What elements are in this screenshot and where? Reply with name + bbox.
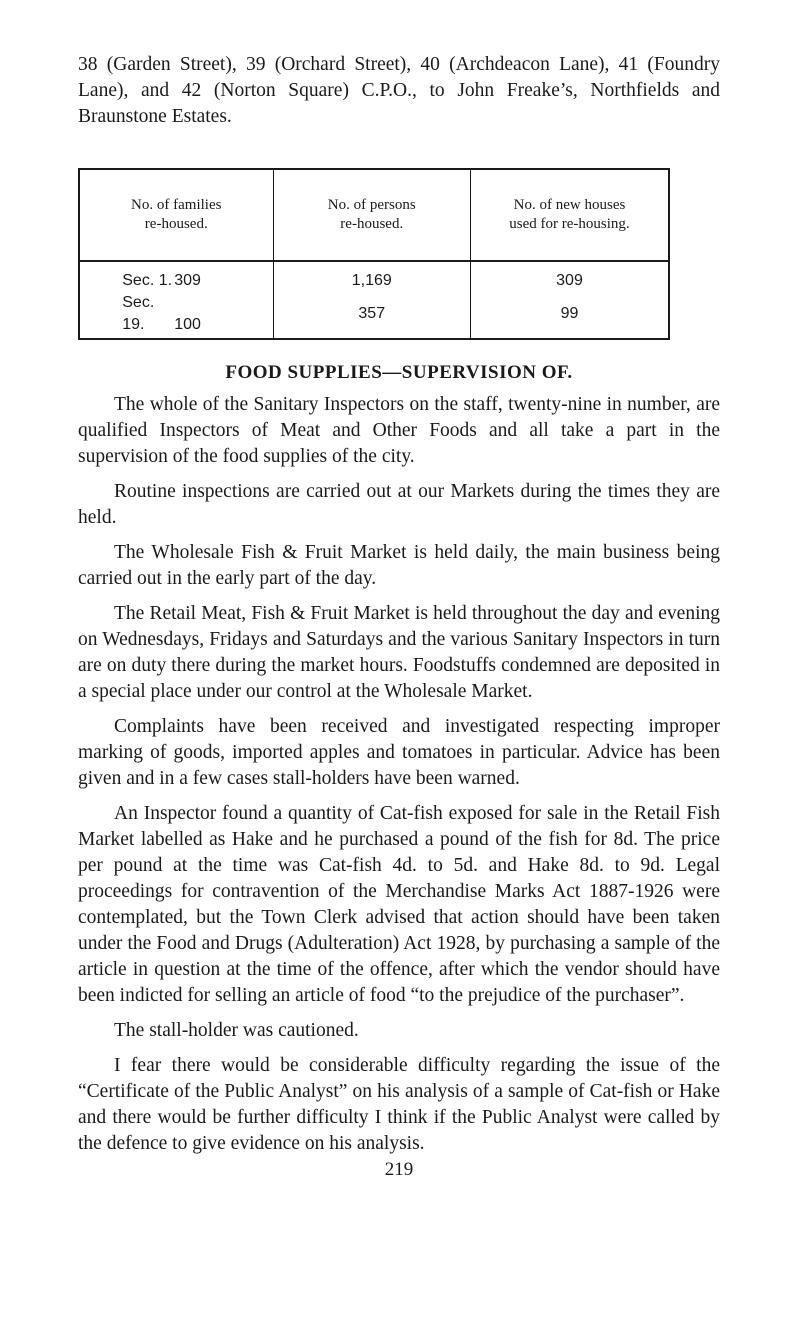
- section-label: Sec. 1.: [122, 272, 173, 289]
- header-houses: No. of new houses used for re-housing.: [471, 169, 670, 261]
- page-number: 219: [384, 1159, 414, 1180]
- persons-cell: 357: [273, 292, 470, 339]
- body-paragraph: The whole of the Sanitary Inspectors on the staff, twenty-nine in number, are qualified Inspectors of Meat and Other Foods and all take a part in the supervision of the food supplies of the city.: [78, 394, 720, 467]
- header-persons: No. of persons re-housed.: [273, 169, 470, 261]
- families-cell: [79, 261, 273, 292]
- houses-cell: 99: [471, 292, 670, 339]
- body-paragraph: I fear there would be considerable difficulty regarding the issue of the “Certificate of the Public Analyst” on his analysis of a sample of Cat-fish or Hake and there would be further difficulty I think if the Public Analyst were called by the defence to give evidence on his analysis.: [78, 1055, 720, 1154]
- table-header-row: [79, 169, 669, 261]
- body-paragraph: The Wholesale Fish & Fruit Market is held daily, the main business being carried out in the early part of the day.: [78, 542, 720, 589]
- document-page: [78, 52, 720, 1181]
- section-label: Sec. 19.: [122, 294, 155, 333]
- body-paragraph: An Inspector found a quantity of Cat-fish exposed for sale in the Retail Fish Market labelled as Hake and he purchased a pound of the fish for 8d. The price per pound at the time was Cat-fish 4d. to 5d. and Hake 8d. to 9d. Legal proceedings for contravention of the Merchandise Marks Act 1887-1926 were contemplated, but the Town Clerk advised that action should have been taken under the Food and Drugs (Adulteration) Act 1928, by purchasing a sample of the article in question at the time of the offence, after which the vendor should have been indicted for selling an article of food “to the prejudice of the purchaser”.: [78, 803, 720, 1006]
- intro-paragraph: 38 (Garden Street), 39 (Orchard Street), 40 (Archdeacon Lane), 41 (Foundry Lane), and 42 (Norton Square) C.P.O., to John Freake’s, Northfields and Braunstone Estates.: [78, 54, 720, 127]
- body-paragraph: Complaints have been received and investigated respecting improper marking of goods, imported apples and tomatoes in particular. Advice has been given and in a few cases stall-holders have been warned.: [78, 716, 720, 789]
- table-row: [79, 292, 669, 339]
- families-cell: [79, 292, 273, 339]
- families-value: 309: [174, 272, 201, 289]
- header-families: No. of families re-housed.: [79, 169, 273, 261]
- table-row: [79, 261, 669, 292]
- body-paragraph: Routine inspections are carried out at our Markets during the times they are held.: [78, 481, 720, 528]
- families-value: 100: [174, 316, 201, 333]
- persons-cell: 1,169: [273, 261, 470, 292]
- body-paragraph: The Retail Meat, Fish & Fruit Market is held throughout the day and evening on Wednesdays, Fridays and Saturdays and the various Sanitary Inspectors in turn are on duty there during the market hours. Foodstuffs condemned are deposited in a special place under our control at the Wholesale Market.: [78, 603, 720, 702]
- rehousing-table: [78, 168, 670, 340]
- houses-cell: 309: [471, 261, 670, 292]
- body-paragraph: The stall-holder was cautioned.: [114, 1020, 359, 1041]
- section-heading: FOOD SUPPLIES—SUPERVISION OF.: [225, 362, 573, 383]
